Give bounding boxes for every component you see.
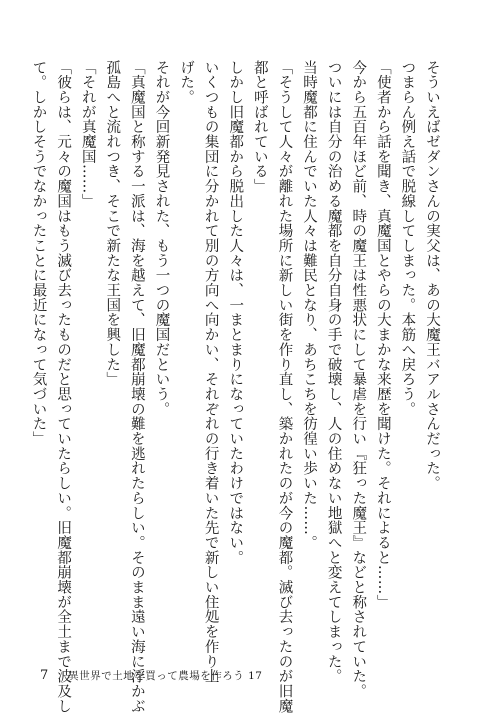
text-line-8: 都と呼ばれている」: [251, 60, 268, 194]
page-footer: [40, 666, 262, 684]
text-line-6: 当時魔都に住んでいた人々は難民となり、あちこちを彷徨い歩いた……。: [301, 60, 318, 551]
text-line-9: しかし旧魔都から脱出した人々は、一まとまりになっていたわけではない。: [227, 60, 244, 565]
text-line-11: げた。: [178, 60, 195, 105]
text-line-17: て。しかしそうでなかったことに最近になって気づいた」: [30, 60, 47, 447]
text-line-14: 孤島へと流れつき、そこで新たな王国を興した」: [104, 60, 121, 387]
book-title: 異世界で土地を買って農場を作ろう 17: [68, 669, 263, 682]
text-line-10: いくつもの集団に分かれて別の方向へ向かい、それぞれの行き着いた先で新しい住処を作り上: [202, 60, 219, 684]
text-line-3: 「使者から話を聞き、真魔国とやらの大まかな来歴を聞けた。それによると……」: [374, 60, 391, 610]
text-line-15: 「それが真魔国……」: [79, 60, 96, 209]
text-line-2: つまらん例え話で脱線してしまった。本筋へ戻ろう。: [399, 60, 416, 417]
text-line-1: そういえばゼダンさんの実父は、あの大魔王バアルさんだった。: [424, 60, 440, 491]
text-line-4: 今から五百年ほど前、時の魔王は性悪状にして暴虐を行い『狂った魔王』などと称されていた。: [350, 60, 367, 699]
text-line-12: それが今回新発見された、もう一つの魔国だという。: [153, 60, 170, 417]
text-line-7: 「そうして人々が離れた場所に新しい街を作り直し、築かれたのが今の魔都。滅び去ったのが旧魔: [276, 60, 293, 713]
text-line-13: 「真魔国と称する一派は、海を越えて、旧魔都崩壊の難を逃れたらしい。そのまま遠い海に浮かぶ: [128, 60, 145, 713]
page-number: 7: [40, 667, 49, 683]
text-line-16: 「彼らは、元々の魔国はもう滅び去ったものだと思っていたらしい。旧魔都崩壊が全土まで波及し: [55, 60, 72, 713]
text-line-5: ついには自分の治める魔都を自分自身の手で破壊し、人の住めない地獄へと変えてしまった。: [325, 60, 342, 684]
